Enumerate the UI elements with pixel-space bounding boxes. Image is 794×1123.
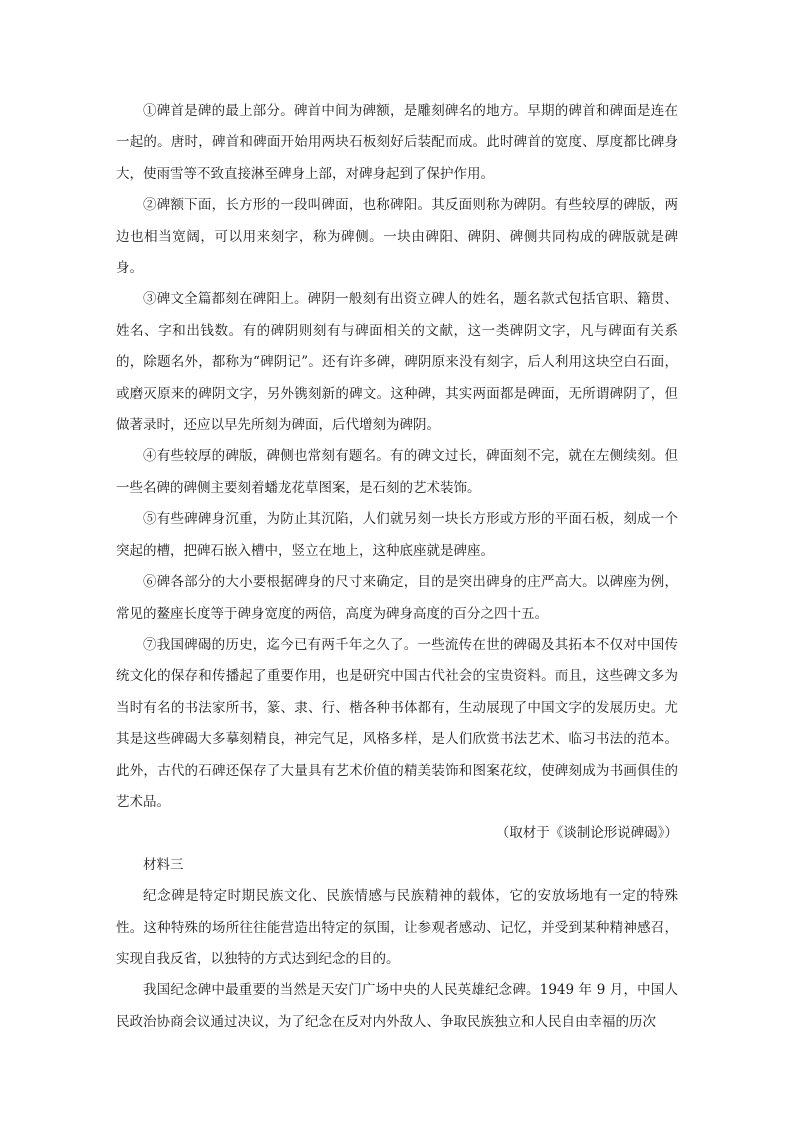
paragraph-6: ⑥碑各部分的大小要根据碑身的尺寸来确定，目的是突出碑身的庄严高大。以碑座为例，常见的鳌座长度等于碑身宽度的两倍，高度为碑身高度的百分之四十五。 (116, 574, 678, 622)
source-citation: （取材于《谈制论形说碑碣》） (495, 825, 678, 842)
paragraph-3: ③碑文全篇都刻在碑阳上。碑阴一般刻有出资立碑人的姓名，题名款式包括官职、籍贯、姓名、字和出钱数。有的碑阴则刻有与碑面相关的文献，这一类碑阴文字，凡与碑面有关系的，除题名外，都称为“碑阴记”。还有许多碑，碑阴原来没有刻字，后人利用这块空白石面，或磨灭原来的碑阴文字，另外镌刻新的碑文。这种碑，其实两面都是碑面，无所谓碑阴了，但做著录时，还应以早先所刻为碑面，后代增刻为碑阴。 (116, 291, 678, 434)
paragraph-4: ④有些较厚的碑版，碑侧也常刻有题名。有的碑文过长，碑面刻不完，就在左侧续刻。但一些名碑的碑侧主要刻着蟠龙花草图案，是石刻的艺术装饰。 (116, 448, 678, 496)
material-heading: 材料三 (143, 856, 184, 873)
paragraph-7: ⑦我国碑碣的历史，迄今已有两千年之久了。一些流传在世的碑碣及其拓本不仅对中国传统文化的保存和传播起了重要作用，也是研究中国古代社会的宝贵资料。而且，这些碑文多为当时有名的书法家所书，篆、隶、行、楷各种书体都有，生动展现了中国文字的发展历史。尤其是这些碑碣大多摹刻精良，神完气足，风格多样，是人们欣赏书法艺术、临习书法的范本。此外，古代的石碑还保存了大量具有艺术价值的精美装饰和图案花纹，使碑刻成为书画俱佳的艺术品。 (116, 636, 678, 810)
paragraph-1: ①碑首是碑的最上部分。碑首中间为碑额，是雕刻碑名的地方。早期的碑首和碑面是连在一起的。唐时，碑首和碑面开始用两块石板刻好后装配而成。此时碑首的宽度、厚度都比碑身大，使雨雪等不致直接淋至碑身上部，对碑身起到了保护作用。 (116, 103, 678, 182)
paragraph-5: ⑤有些碑碑身沉重，为防止其沉陷，人们就另刻一块长方形或方形的平面石板，刻成一个突起的槽，把碑石嵌入槽中，竖立在地上，这种底座就是碑座。 (116, 511, 678, 559)
paragraph-2: ②碑额下面，长方形的一段叫碑面，也称碑阳。其反面则称为碑阴。有些较厚的碑版，两边也相当宽阔，可以用来刻字，称为碑侧。一块由碑阳、碑阴、碑侧共同构成的碑版就是碑身。 (116, 197, 678, 277)
document-body (116, 96, 678, 1038)
paragraph-8: 纪念碑是特定时期民族文化、民族情感与民族精神的载体，它的安放场地有一定的特殊性。这种特殊的场所往往能营造出特定的氛围，让参观者感动、记忆，并受到某种精神感召，实现自我反省，以独特的方式达到纪念的目的。 (116, 888, 678, 967)
paragraph-9: 我国纪念碑中最重要的当然是天安门广场中央的人民英雄纪念碑。1949 年 9 月，中国人民政治协商会议通过决议，为了纪念在反对内外敌人、争取民族独立和人民自由幸福的历次 (116, 982, 678, 1030)
